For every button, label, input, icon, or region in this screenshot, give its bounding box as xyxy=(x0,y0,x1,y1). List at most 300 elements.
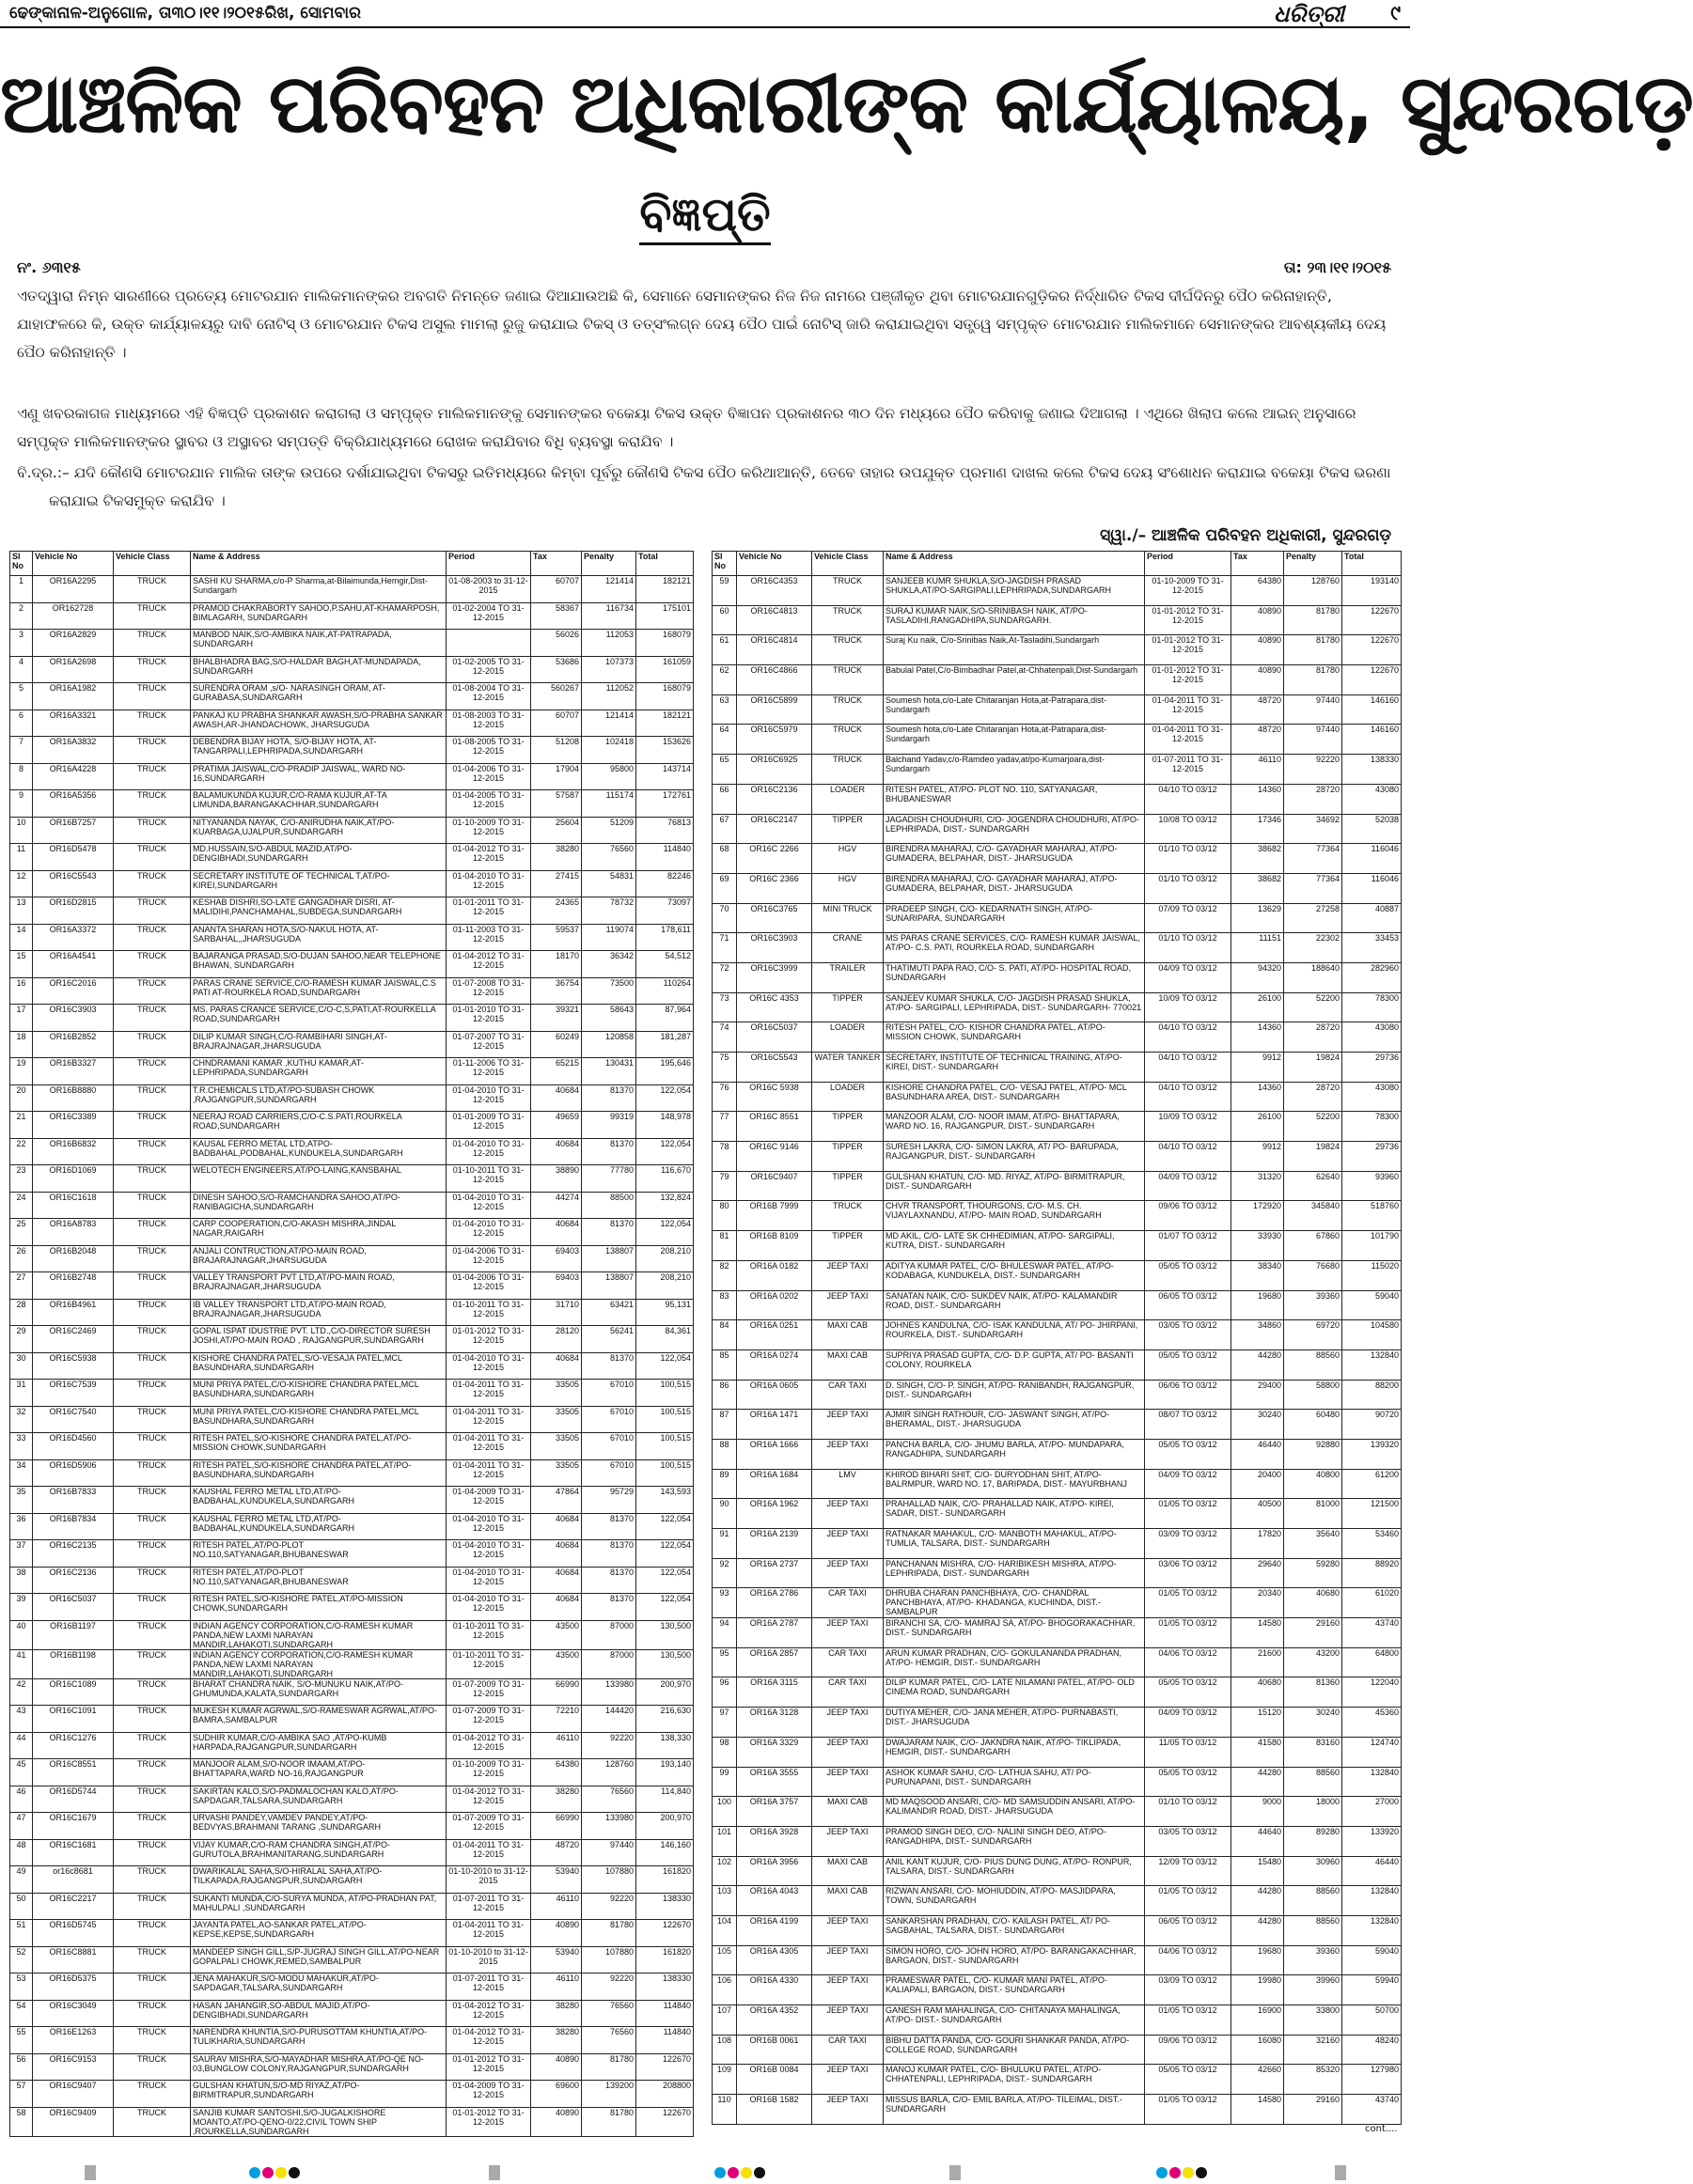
cell-total: 43080 xyxy=(1342,1082,1402,1112)
cell-tax: 11151 xyxy=(1231,933,1284,963)
cell-tax: 40680 xyxy=(1231,1677,1284,1708)
cell-penalty: 95729 xyxy=(582,1487,636,1514)
cell-period: 01-10-2011 TO 31-12-2015 xyxy=(447,1299,531,1326)
table-row xyxy=(713,755,1402,785)
table-row xyxy=(713,1975,1402,2005)
cell-vehicle-no: or16c8681 xyxy=(33,1866,114,1894)
cell-vehicle-class: TRUCK xyxy=(114,2081,191,2108)
cell-name-address: SANJEEV KUMAR SHUKLA, C/O- JAGDISH PRASAD SHUKLA, AT/PO- SARGIPALI, LEPHRIPADA, DIST.- SUNDARGARH- 770021 xyxy=(884,992,1145,1022)
cell-vehicle-no: OR16C5037 xyxy=(737,1022,812,1053)
cell-sl-no: 72 xyxy=(713,962,737,992)
cell-tax: 53940 xyxy=(531,1866,582,1894)
cell-vehicle-no: OR16A 3757 xyxy=(737,1797,812,1827)
cell-sl-no: 68 xyxy=(713,844,737,874)
cell-vehicle-no: OR16C2147 xyxy=(737,814,812,844)
table-row xyxy=(713,1886,1402,1916)
cell-tax: 65215 xyxy=(531,1058,582,1085)
cell-name-address: Babulal Patel,C/o-Bimbadhar Patel,at-Chhatenpali,Dist-Sundargarh xyxy=(884,665,1145,695)
cell-penalty: 18000 xyxy=(1284,1797,1342,1827)
table-header-row xyxy=(10,552,694,576)
table-row xyxy=(713,725,1402,755)
cell-period: 05/05 TO 03/12 xyxy=(1145,1767,1231,1797)
page-number: ୯ xyxy=(1390,2,1401,25)
cell-name-address: MUNI PRIYA PATEL,C/O-KISHORE CHANDRA PATEL,MCL BASUNDHARA,SUNDARGARH xyxy=(191,1406,447,1433)
cell-period: 01-01-2012 TO 31-12-2015 xyxy=(1145,635,1231,665)
cell-vehicle-no: OR16C9407 xyxy=(33,2081,114,2108)
cell-vehicle-class: TRUCK xyxy=(114,1326,191,1353)
cell-penalty: 120858 xyxy=(582,1031,636,1058)
cell-name-address: PARAS CRANE SERVICE,C/O-RAMESH KUMAR JAISWAL,C.S PATI AT-ROURKELA ROAD,SUNDARGARH xyxy=(191,977,447,1005)
cell-vehicle-no: OR16C7540 xyxy=(33,1406,114,1433)
cell-total: 100,515 xyxy=(636,1380,694,1407)
cell-tax: 38682 xyxy=(1231,873,1284,903)
cell-tax: 26100 xyxy=(1231,1112,1284,1142)
cell-total: 43080 xyxy=(1342,784,1402,814)
cell-total: 100,515 xyxy=(636,1433,694,1460)
registration-dot xyxy=(275,2167,287,2178)
cell-sl-no: 50 xyxy=(10,1893,33,1920)
cell-period: 01-01-2010 TO 31-12-2015 xyxy=(447,1005,531,1032)
cell-name-address: PRAMOD SINGH DEO, C/O- NALINI SINGH DEO, AT/PO- RANGADHIPA, DIST.- SUNDARGARH xyxy=(884,1826,1145,1856)
cell-total: 139320 xyxy=(1342,1439,1402,1469)
cell-tax: 19680 xyxy=(1231,1290,1284,1320)
cell-period: 03/06 TO 03/12 xyxy=(1145,1558,1231,1588)
cell-vehicle-no: OR16B3327 xyxy=(33,1058,114,1085)
cell-vehicle-class: TRUCK xyxy=(812,1201,884,1231)
cell-tax: 33505 xyxy=(531,1459,582,1487)
cell-vehicle-no: OR16C1089 xyxy=(33,1678,114,1706)
cell-period: 01-10-2010 to 31-12-2015 xyxy=(447,1866,531,1894)
cell-sl-no: 75 xyxy=(713,1053,737,1083)
cell-penalty: 81370 xyxy=(582,1513,636,1540)
cell-total: 101790 xyxy=(1342,1231,1402,1261)
cell-tax: 14360 xyxy=(1231,1022,1284,1053)
cell-tax: 9912 xyxy=(1231,1053,1284,1083)
cell-penalty: 112053 xyxy=(582,630,636,657)
cell-sl-no: 52 xyxy=(10,1946,33,1973)
cell-period: 01-07-2007 TO 31-12-2015 xyxy=(447,1031,531,1058)
cell-penalty: 133980 xyxy=(582,1813,636,1840)
cell-sl-no: 92 xyxy=(713,1558,737,1588)
table-row xyxy=(10,1513,694,1540)
cell-penalty: 138807 xyxy=(582,1272,636,1300)
table-row xyxy=(10,1165,694,1193)
cell-vehicle-no: OR16C2135 xyxy=(33,1540,114,1568)
cell-vehicle-class: JEEP TAXI xyxy=(812,1915,884,1945)
cell-vehicle-class: TRUCK xyxy=(114,1138,191,1165)
cell-name-address: SUDHIR KUMAR,C/O-AMBIKA SAO ,AT/PO-KUMB HARPADA,RAJGANGPUR,SUNDARGARH xyxy=(191,1732,447,1759)
header-vehicle-no: Vehicle No xyxy=(33,552,114,576)
cell-vehicle-no: OR16C 9146 xyxy=(737,1142,812,1172)
cell-penalty: 88560 xyxy=(1284,1886,1342,1916)
cell-total: 114840 xyxy=(636,2000,694,2027)
cell-period: 06/06 TO 03/12 xyxy=(1145,1380,1231,1410)
cell-total: 110264 xyxy=(636,977,694,1005)
cell-tax: 18170 xyxy=(531,951,582,978)
cell-total: 138330 xyxy=(636,1973,694,2001)
cell-vehicle-no: OR16C2136 xyxy=(737,784,812,814)
cell-name-address: SAKIRTAN KALO,S/O-PADMALOCHAN KALO,AT/PO-SAPDAGAR,TALSARA,SUNDARGARH xyxy=(191,1786,447,1813)
table-row xyxy=(713,1915,1402,1945)
cell-vehicle-class: TRUCK xyxy=(114,1299,191,1326)
cell-vehicle-no: OR16A4541 xyxy=(33,951,114,978)
registration-dot xyxy=(249,2167,260,2178)
cell-period: 01-04-2010 TO 31-12-2015 xyxy=(447,1540,531,1568)
cell-sl-no: 87 xyxy=(713,1410,737,1440)
cell-vehicle-class: LOADER xyxy=(812,1022,884,1053)
cell-vehicle-no: OR16A 4043 xyxy=(737,1886,812,1916)
cell-vehicle-class: TRUCK xyxy=(114,870,191,897)
cell-total: 29736 xyxy=(1342,1053,1402,1083)
cell-vehicle-no: OR16A 4352 xyxy=(737,2005,812,2036)
cell-period: 01-11-2006 TO 31-12-2015 xyxy=(447,1058,531,1085)
cell-sl-no: 99 xyxy=(713,1767,737,1797)
cell-penalty: 56241 xyxy=(582,1326,636,1353)
cell-period: 01/05 TO 03/12 xyxy=(1145,1588,1231,1618)
cell-penalty: 77364 xyxy=(1284,844,1342,874)
cell-period: 01-04-2010 TO 31-12-2015 xyxy=(447,1567,531,1594)
cell-penalty: 58800 xyxy=(1284,1380,1342,1410)
cell-period: 05/05 TO 03/12 xyxy=(1145,1260,1231,1290)
cell-vehicle-no: OR16A3372 xyxy=(33,924,114,951)
cell-vehicle-class: TRUCK xyxy=(114,763,191,790)
cell-period: 01-04-2011 TO 31-12-2015 xyxy=(447,1920,531,1947)
cell-period: 07/09 TO 03/12 xyxy=(1145,903,1231,933)
cell-period: 01-08-2005 TO 31-12-2015 xyxy=(447,737,531,764)
table-row xyxy=(10,1839,694,1866)
cell-period: 01/05 TO 03/12 xyxy=(1145,2005,1231,2036)
cell-vehicle-no: OR16D5906 xyxy=(33,1459,114,1487)
cell-sl-no: 40 xyxy=(10,1620,33,1649)
cell-total: 138330 xyxy=(636,1893,694,1920)
cell-total: 182121 xyxy=(636,710,694,737)
newspaper-logo: ଧରିତ୍ରୀ xyxy=(1274,0,1344,27)
cell-name-address: MS PARAS CRANE SERVICES, C/O- RAMESH KUMAR JAISWAL, AT/PO- C.S. PATI, ROURKELA ROAD, SUNDARGARH xyxy=(884,933,1145,963)
cell-period: 01-07-2011 TO 31-12-2015 xyxy=(1145,755,1231,785)
cell-vehicle-no: OR16A 2857 xyxy=(737,1647,812,1677)
cell-penalty: 77364 xyxy=(1284,873,1342,903)
cell-period: 01-02-2005 TO 31-12-2015 xyxy=(447,656,531,683)
cell-sl-no: 24 xyxy=(10,1192,33,1219)
cell-name-address: KAUSHAL FERRO METAL LTD,AT/PO-BADBAHAL,KUNDUKELA,SUNDARGARH xyxy=(191,1513,447,1540)
cell-period: 01-01-2012 TO 31-12-2015 xyxy=(447,2107,531,2136)
continued-label: cont.... xyxy=(1365,2124,1398,2134)
registration-dot xyxy=(714,2167,726,2178)
cell-tax: 40684 xyxy=(531,1352,582,1380)
cell-vehicle-no: OR162728 xyxy=(33,602,114,630)
cell-period: 01-04-2012 TO 31-12-2015 xyxy=(447,1732,531,1759)
table-row xyxy=(10,977,694,1005)
cell-tax: 31710 xyxy=(531,1299,582,1326)
cell-name-address: HASAN JAHANGIR,SO-ABDUL MAJID,AT/PO-DENGIBHADI,SUNDARGARH xyxy=(191,2000,447,2027)
cell-vehicle-no: OR16B2852 xyxy=(33,1031,114,1058)
table-row xyxy=(10,1112,694,1139)
cell-sl-no: 85 xyxy=(713,1349,737,1380)
cell-sl-no: 54 xyxy=(10,2000,33,2027)
cell-penalty: 76560 xyxy=(582,2027,636,2054)
cell-name-address: DHRUBA CHARAN PANCHBHAYA, C/O- CHANDRAL PANCHBHAYA, AT/PO- KHADANGA, KUCHINDA, DIST.- SAMBALPUR xyxy=(884,1588,1145,1618)
cell-vehicle-no: OR16C5543 xyxy=(33,870,114,897)
cell-tax: 19680 xyxy=(1231,1945,1284,1975)
table-row xyxy=(10,1487,694,1514)
cell-vehicle-class: TRUCK xyxy=(114,1406,191,1433)
cell-sl-no: 25 xyxy=(10,1219,33,1246)
cell-tax: 69403 xyxy=(531,1245,582,1272)
cell-sl-no: 64 xyxy=(713,725,737,755)
notice-title-block xyxy=(0,186,1410,246)
cell-name-address: DINESH SAHOO,S/O-RAMCHANDRA SAHOO,AT/PO-RANIBAGICHA,SUNDARGARH xyxy=(191,1192,447,1219)
cell-period: 01-04-2010 TO 31-12-2015 xyxy=(447,1192,531,1219)
cell-vehicle-class: JEEP TAXI xyxy=(812,2005,884,2036)
cell-vehicle-no: OR16A 0182 xyxy=(737,1260,812,1290)
cell-period: 04/06 TO 03/12 xyxy=(1145,1945,1231,1975)
cell-vehicle-class: MAXI CAB xyxy=(812,1349,884,1380)
header-name-address: Name & Address xyxy=(884,552,1145,576)
cell-total: 143,593 xyxy=(636,1487,694,1514)
table-row xyxy=(713,1708,1402,1738)
table-row xyxy=(10,710,694,737)
cell-period: 01/10 TO 03/12 xyxy=(1145,844,1231,874)
cell-period: 12/09 TO 03/12 xyxy=(1145,1856,1231,1886)
cell-tax: 40684 xyxy=(531,1513,582,1540)
cell-name-address: AJMIR SINGH RATHOUR, C/O- JASWANT SINGH, AT/PO- BHERAMAL, DIST.- JHARSUGUDA xyxy=(884,1410,1145,1440)
cell-vehicle-class: TIPPER xyxy=(812,1171,884,1201)
cell-sl-no: 78 xyxy=(713,1142,737,1172)
cell-penalty: 119074 xyxy=(582,924,636,951)
cell-tax: 41580 xyxy=(1231,1737,1284,1767)
cell-period: 01-04-2009 TO 31-12-2015 xyxy=(447,2081,531,2108)
cell-name-address: PANCHANAN MISHRA, C/O- HARIBIKESH MISHRA, AT/PO- LEPHRIPADA, DIST.- SUNDARGARH xyxy=(884,1558,1145,1588)
table-row xyxy=(713,1053,1402,1083)
cell-tax: 17904 xyxy=(531,763,582,790)
cell-total: 52038 xyxy=(1342,814,1402,844)
cell-penalty: 76560 xyxy=(582,844,636,871)
cell-vehicle-no: OR16A3832 xyxy=(33,737,114,764)
reference-number: ନଂ. ୬୩୧୫ xyxy=(17,258,81,276)
cell-total: 193140 xyxy=(1342,576,1402,606)
cell-period: 08/07 TO 03/12 xyxy=(1145,1410,1231,1440)
cell-period: 01-04-2009 TO 31-12-2015 xyxy=(447,1487,531,1514)
cell-vehicle-no: OR16A 1471 xyxy=(737,1410,812,1440)
table-row xyxy=(10,2107,694,2136)
table-row xyxy=(10,1893,694,1920)
cell-vehicle-class: TRUCK xyxy=(114,1459,191,1487)
cell-vehicle-class: TRUCK xyxy=(114,576,191,603)
cell-vehicle-class: MAXI CAB xyxy=(812,1320,884,1350)
registration-dot xyxy=(728,2167,739,2178)
cell-period: 01-04-2010 TO 31-12-2015 xyxy=(447,1219,531,1246)
cell-period: 01-04-2010 TO 31-12-2015 xyxy=(447,1352,531,1380)
table-row xyxy=(10,1219,694,1246)
cell-total: 122,054 xyxy=(636,1540,694,1568)
cell-period: 01/10 TO 03/12 xyxy=(1145,873,1231,903)
cell-name-address: SURAJ KUMAR NAIK,S/O-SRINIBASH NAIK, AT/PO-TASLADIHI,RANGADHIPA,SUNDARGARH. xyxy=(884,605,1145,635)
cell-sl-no: 71 xyxy=(713,933,737,963)
cell-vehicle-no: OR16A3321 xyxy=(33,710,114,737)
table-row xyxy=(10,2081,694,2108)
cell-period: 01-08-2003 to 31-12-2015 xyxy=(447,576,531,603)
cell-sl-no: 7 xyxy=(10,737,33,764)
cell-total: 84,361 xyxy=(636,1326,694,1353)
cell-sl-no: 77 xyxy=(713,1112,737,1142)
cell-vehicle-no: OR16C3389 xyxy=(33,1112,114,1139)
cell-penalty: 35640 xyxy=(1284,1529,1342,1559)
cell-total: 122670 xyxy=(636,2053,694,2081)
cell-total: 40887 xyxy=(1342,903,1402,933)
cell-name-address: PRADEEP SINGH, C/O- KEDARNATH SINGH, AT/PO- SUNARIPARA, SUNDARGARH xyxy=(884,903,1145,933)
cell-period: 06/05 TO 03/12 xyxy=(1145,1290,1231,1320)
table-row xyxy=(10,1649,694,1678)
table-row xyxy=(713,605,1402,635)
cell-period: 04/10 TO 03/12 xyxy=(1145,1053,1231,1083)
cell-period: 01/05 TO 03/12 xyxy=(1145,2095,1231,2125)
cell-name-address: IB VALLEY TRANSPORT LTD,AT/PO-MAIN ROAD, BRAJRAJNAGAR,JHARSUGUDA xyxy=(191,1299,447,1326)
cell-vehicle-class: TRUCK xyxy=(114,1513,191,1540)
cell-vehicle-class: JEEP TAXI xyxy=(812,2065,884,2095)
cell-period: 01-01-2009 TO 31-12-2015 xyxy=(447,1112,531,1139)
cell-total: 73097 xyxy=(636,897,694,925)
cell-tax: 16080 xyxy=(1231,2035,1284,2065)
cell-vehicle-no: OR16C1681 xyxy=(33,1839,114,1866)
cell-tax: 29640 xyxy=(1231,1558,1284,1588)
cell-period: 01/07 TO 03/12 xyxy=(1145,1231,1231,1261)
cell-tax: 21600 xyxy=(1231,1647,1284,1677)
cell-penalty: 92220 xyxy=(582,1732,636,1759)
cell-penalty: 52200 xyxy=(1284,992,1342,1022)
cell-vehicle-no: OR16A 0605 xyxy=(737,1380,812,1410)
cell-sl-no: 100 xyxy=(713,1797,737,1827)
cell-penalty: 128760 xyxy=(1284,576,1342,606)
cell-vehicle-class: TRUCK xyxy=(114,2000,191,2027)
table-row xyxy=(713,1171,1402,1201)
cell-total: 216,630 xyxy=(636,1706,694,1733)
cell-total: 104580 xyxy=(1342,1320,1402,1350)
cell-total: 132840 xyxy=(1342,1767,1402,1797)
cell-total: 122670 xyxy=(1342,605,1402,635)
cell-tax: 38280 xyxy=(531,1786,582,1813)
cell-penalty: 81780 xyxy=(1284,665,1342,695)
cell-total: 90720 xyxy=(1342,1410,1402,1440)
registration-dot xyxy=(1156,2167,1168,2178)
header-tax: Tax xyxy=(1231,552,1284,576)
cell-vehicle-no: OR16A 3956 xyxy=(737,1856,812,1886)
cell-tax: 15480 xyxy=(1231,1856,1284,1886)
cell-tax: 38280 xyxy=(531,844,582,871)
cell-vehicle-no: OR16C 2366 xyxy=(737,873,812,903)
table-row xyxy=(713,1558,1402,1588)
cell-vehicle-class: JEEP TAXI xyxy=(812,2095,884,2125)
cell-sl-no: 91 xyxy=(713,1529,737,1559)
cell-tax: 16900 xyxy=(1231,2005,1284,2036)
cell-sl-no: 66 xyxy=(713,784,737,814)
cell-vehicle-no: OR16C5543 xyxy=(737,1053,812,1083)
cell-total: 153626 xyxy=(636,737,694,764)
registration-dot xyxy=(1169,2167,1181,2178)
cell-vehicle-class: JEEP TAXI xyxy=(812,1410,884,1440)
cell-period: 01-04-2012 TO 31-12-2015 xyxy=(447,1786,531,1813)
cell-period: 03/05 TO 03/12 xyxy=(1145,1826,1231,1856)
cell-period: 01-11-2003 TO 31-12-2015 xyxy=(447,924,531,951)
table-row xyxy=(713,873,1402,903)
table-row xyxy=(713,1112,1402,1142)
cell-period: 01/10 TO 03/12 xyxy=(1145,933,1231,963)
cell-vehicle-no: OR16C5037 xyxy=(33,1594,114,1621)
cell-period: 01-04-2006 TO 31-12-2015 xyxy=(447,763,531,790)
table-row xyxy=(10,1920,694,1947)
cell-tax: 42660 xyxy=(1231,2065,1284,2095)
cell-name-address: ANANTA SHARAN HOTA,S/O-NAKUL HOTA, AT-SARBAHAL,,JHARSUGUDA xyxy=(191,924,447,951)
cell-vehicle-no: OR16C9409 xyxy=(33,2107,114,2136)
cell-sl-no: 90 xyxy=(713,1499,737,1529)
table-header-row xyxy=(713,552,1402,576)
notice-paragraph-1: ଏତଦ୍ୱାରା ନିମ୍ନ ସାରଣୀରେ ପ୍ରତ୍ୟେ ମୋଟରଯାନ ମାଲିକମାନଙ୍କର ଅବଗତି ନିମନ୍ତେ ଜଣାଇ ଦିଆଯାଉଅଛି କି, ସେମାନେ ସେମାନଙ୍କର ନିଜ ନିଜ ନାମରେ ପଞ୍ଜୀକୃତ ଥିବା ମୋଟରଯାନଗୁଡ଼ିକର ନିର୍ଦ୍ଧାରିତ ଟିକସ ଦୀର୍ଘଦିନରୁ ପୈଠ କରିନାହାନ୍ତି, ଯାହାଫଳରେ କି, ଉକ୍ତ କାର୍ଯ୍ୟାଳୟରୁ ଦାବି ନୋଟିସ୍ ଓ ମୋଟରଯାନ ଟିକସ ଅସୁଲ ମାମଲା ରୁଜୁ କରାଯାଇ ଟିକସ୍ ଓ ତତ୍‌ସଂଲଗ୍ନ ଦେୟ ପୈଠ ପାଇଁ ନୋଟିସ୍ ଜାରି କରାଯାଇଥିବା ସତ୍ତ୍ୱେ ସମ୍ପୃକ୍ତ ମୋଟରଯାନ ମାଲିକମାନେ ସେମାନଙ୍କର ଆବଶ୍ୟକୀୟ ଦେୟ ପୈଠ କରିନାହାନ୍ତି । xyxy=(17,288,1387,361)
cell-vehicle-class: CAR TAXI xyxy=(812,1380,884,1410)
cell-total: 172761 xyxy=(636,790,694,818)
cell-name-address: KESHAB DISHRI,SO-LATE GANGADHAR DISRI, AT-MALIDIHI,PANCHAMAHAL,SUBDEGA,SUNDARGARH xyxy=(191,897,447,925)
cell-vehicle-no: OR16C3765 xyxy=(737,903,812,933)
table-row xyxy=(10,656,694,683)
table-row xyxy=(713,784,1402,814)
cell-total: 132,824 xyxy=(636,1192,694,1219)
cell-name-address: SANATAN NAIK, C/O- SUKDEV NAIK, AT/PO- KALAMANDIR ROAD, DIST.- SUNDARGARH xyxy=(884,1290,1145,1320)
cell-period: 01-07-2009 TO 31-12-2015 xyxy=(447,1706,531,1733)
cell-vehicle-no: OR16D5745 xyxy=(33,1920,114,1947)
cell-total: 122,054 xyxy=(636,1594,694,1621)
table-row xyxy=(713,1797,1402,1827)
cell-tax: 59537 xyxy=(531,924,582,951)
cell-vehicle-class: TRUCK xyxy=(114,630,191,657)
cell-penalty: 81370 xyxy=(582,1594,636,1621)
cell-tax: 31320 xyxy=(1231,1171,1284,1201)
cell-name-address: RITESH PATEL, AT/PO- PLOT NO. 110, SATYANAGAR, BHUBANESWAR xyxy=(884,784,1145,814)
cell-penalty: 52200 xyxy=(1284,1112,1342,1142)
cell-penalty: 85320 xyxy=(1284,2065,1342,2095)
cell-vehicle-class: TRUCK xyxy=(114,977,191,1005)
cell-sl-no: 69 xyxy=(713,873,737,903)
header-vehicle-no: Vehicle No xyxy=(737,552,812,576)
cell-vehicle-no: OR16C2217 xyxy=(33,1893,114,1920)
cell-vehicle-no: OR16A 3329 xyxy=(737,1737,812,1767)
defaulters-table-right xyxy=(712,551,1401,2125)
cell-vehicle-class: CAR TAXI xyxy=(812,1588,884,1618)
cell-name-address: NITYANANDA NAYAK, C/O-ANIRUDHA NAIK,AT/PO-KUARBAGA,UJALPUR,SUNDARGARH xyxy=(191,817,447,844)
cell-period: 09/06 TO 03/12 xyxy=(1145,1201,1231,1231)
cell-name-address: SECRETARY, INSTITUTE OF TECHNICAL TRAINING, AT/PO- KIREI, DIST.- SUNDARGARH xyxy=(884,1053,1145,1083)
cell-period: 01-04-2011 TO 31-12-2015 xyxy=(1145,694,1231,725)
cell-period: 01-07-2009 TO 31-12-2015 xyxy=(447,1678,531,1706)
cell-name-address: KISHORE CHANDRA PATEL, C/O- VESAJ PATEL, AT/PO- MCL BASUNDHARA AREA, DIST.- SUNDARGARH xyxy=(884,1082,1145,1112)
cell-tax: 51208 xyxy=(531,737,582,764)
cell-total: 93960 xyxy=(1342,1171,1402,1201)
cell-name-address: SASHI KU SHARMA,c/o-P Sharma,at-Bilaimunda,Hemgir,Dist-Sundargarh xyxy=(191,576,447,603)
cell-name-address: BHALBHADRA BAG,S/O-HALDAR BAGH,AT-MUNDAPADA, SUNDARGARH xyxy=(191,656,447,683)
cell-vehicle-no: OR16A 2139 xyxy=(737,1529,812,1559)
table-row xyxy=(10,844,694,871)
cell-period: 01-10-2009 TO 31-12-2015 xyxy=(447,817,531,844)
cell-total: 518760 xyxy=(1342,1201,1402,1231)
cell-tax: 43500 xyxy=(531,1649,582,1678)
cell-sl-no: 84 xyxy=(713,1320,737,1350)
cell-vehicle-no: OR16A 1962 xyxy=(737,1499,812,1529)
cell-tax: 40890 xyxy=(531,1920,582,1947)
table-row xyxy=(713,2095,1402,2125)
table-row xyxy=(713,1529,1402,1559)
cell-vehicle-class: TIPPER xyxy=(812,1112,884,1142)
cell-vehicle-class: JEEP TAXI xyxy=(812,1737,884,1767)
cell-sl-no: 101 xyxy=(713,1826,737,1856)
cell-vehicle-class: JEEP TAXI xyxy=(812,1945,884,1975)
cell-name-address: KAUSHAL FERRO METAL LTD,AT/PO-BADBAHAL,KUNDUKELA,SUNDARGARH xyxy=(191,1487,447,1514)
